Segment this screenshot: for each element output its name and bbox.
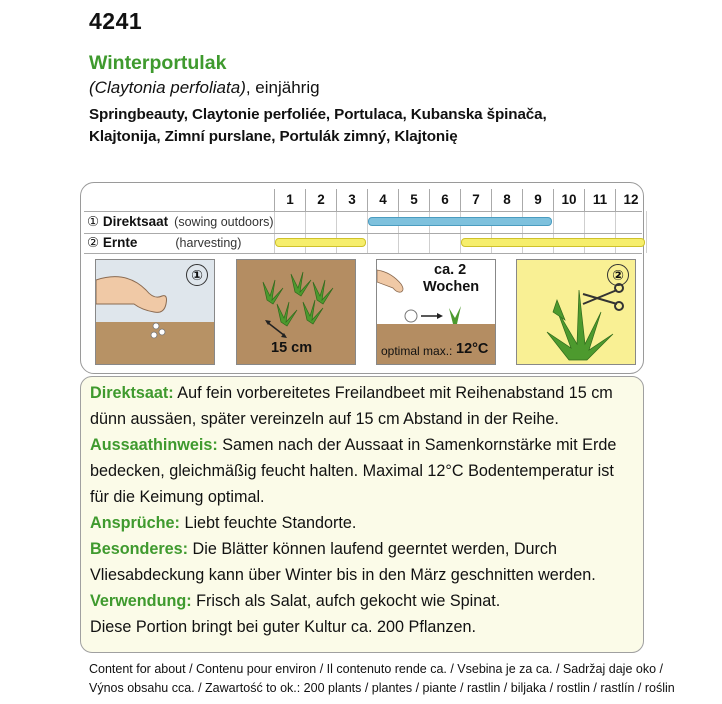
month-6: 6 [429,189,460,211]
instruction-yield [90,614,635,640]
spacing-label: 15 cm [271,340,313,356]
content-note-line-2: Výnos obsahu cca. / Zawartość to ok.: 200 plants / plantes / piante / rastlin / biljaka / rostlin / rastlín / roślin [89,681,675,695]
month-5: 5 [398,189,429,211]
month-2: 2 [305,189,336,211]
step-number: ① [186,264,208,286]
instruction-text: Frisch als Salat, aufch gekocht wie Spinat. [191,592,501,610]
instruction-label: Verwendung: [90,592,192,610]
month-11: 11 [584,189,615,211]
latin-name-line [89,78,320,98]
product-name: Winterportulak [89,52,227,74]
instruction-label: Direktsaat: [90,384,174,402]
harvest-bar-0 [275,238,366,247]
germination-label-1: ca. 2 [434,262,467,278]
row-label: Ernte [102,235,138,250]
panel-sowing-illustration [95,259,215,365]
month-8: 8 [491,189,522,211]
month-12: 12 [615,189,646,211]
panel-germination-illustration [376,259,496,365]
germination-label-2: Wochen [423,279,480,295]
row-number: ① [87,214,100,229]
harvest-bar-1 [461,238,645,247]
month-9: 9 [522,189,553,211]
instruction-label: Ansprüche: [90,514,180,532]
instruction-label: Aussaathinweis: [90,436,218,454]
annual-label: , einjährig [245,78,320,97]
row-hint: (sowing outdoors) [174,215,274,229]
calendar-row-harvest [87,235,241,251]
instruction-text: Die Blätter können laufend geerntet werden, Durch Vliesabdeckung kann über Winter bis in den März geschnitten werden. [90,540,596,584]
instruction-requirements [90,510,635,536]
month-7: 7 [460,189,491,211]
instruction-text: Auf fein vorbereitetes Freilandbeet mit Reihenabstand 15 cm dünn aussäen, später vereinzeln auf 15 cm Abstand in der Reihe. [90,384,613,428]
instruction-text: Liebt feuchte Standorte. [179,514,357,532]
content-note-line-1: Content for about / Contenu pour environ / Il contenuto rende ca. / Vsebina je za ca. / Sadržaj daje oko / [89,662,663,676]
instruction-usage [90,588,635,614]
instruction-label: Besonderes: [90,540,189,558]
month-1: 1 [274,189,305,211]
optimal-temp-label: optimal max.: [381,344,453,358]
instruction-text: Diese Portion bringt bei guter Kultur ca. 200 Pflanzen. [90,618,477,636]
row-label: Direktsaat [102,214,169,229]
optimal-temp-value: 12°C [456,341,489,357]
panel-harvest-illustration [516,259,636,365]
instruction-sowing-note [90,432,635,510]
panel-spacing-illustration [236,259,356,365]
step-number: ② [607,264,629,286]
international-names-line-1: Springbeauty, Claytonie perfoliée, Portulaca, Kubanska špinača, [89,106,547,123]
month-10: 10 [553,189,584,211]
instruction-special [90,536,635,588]
month-3: 3 [336,189,367,211]
international-names-line-2: Klajtonija, Zimní purslane, Portulák zimný, Klajtonię [89,128,458,145]
sowing-bar-0 [368,217,552,226]
calendar-row-sowing [87,214,274,230]
month-4: 4 [367,189,398,211]
instruction-sowing [90,380,635,432]
row-number: ② [87,235,100,250]
row-hint: (harvesting) [175,236,242,250]
latin-name: (Claytonia perfoliata) [89,78,246,97]
instruction-text: Samen nach der Aussaat in Samenkornstärke mit Erde bedecken, gleichmäßig feucht halten. Maximal 12°C Bodentemperatur ist für die Keimung optimal. [90,436,617,506]
product-code: 4241 [89,8,143,34]
